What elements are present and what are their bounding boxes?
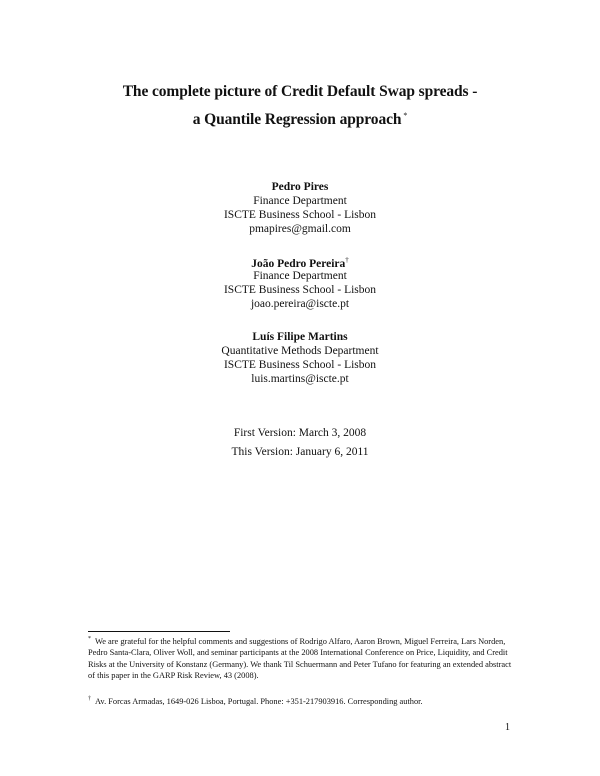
footnote-text-2: Av. Forcas Armadas, 1649-026 Lisboa, Portugal. Phone: +351-217903916. Corresponding author. [95,696,423,706]
footnote-contact [88,694,516,707]
author-footnote-mark: † [345,256,349,264]
paper-title-line-1: The complete picture of Credit Default Swap spreads - [122,83,478,100]
paper-title-text: a Quantile Regression approach [192,111,402,129]
author-name-2-text: João Pedro Pereira [251,257,346,270]
author-department-3: Quantitative Methods Department [221,345,379,357]
first-version-date: First Version: March 3, 2008 [233,427,367,439]
footnote-acknowledgements [88,634,516,681]
author-email-1: pmapires@gmail.com [249,223,351,235]
author-department-2: Finance Department [253,270,347,282]
author-school-1: ISCTE Business School - Lisbon [223,209,377,221]
author-email-2: joao.pereira@iscte.pt [250,298,350,310]
author-school-3: ISCTE Business School - Lisbon [223,359,377,371]
author-email-3: luis.martins@iscte.pt [251,373,349,385]
author-department-1: Finance Department [253,195,347,207]
this-version-date: This Version: January 6, 2011 [231,446,369,458]
footnote-text-1: We are grateful for the helpful comments and suggestions of Rodrigo Alfaro, Aaron Brown, Miguel Ferreira, Lars Norden, Pedro Santa-Clara, Oliver Woll, and seminar participants at the 2008 International Conference on Price, Liquidity, and Credit Risks at the University of Konstanz (Germany). We thank Til Schuermann and Peter Tufano for featuring an extended abstract of this paper in the GARP Risk Review, 43 (2008). [88,636,512,681]
author-school-2: ISCTE Business School - Lisbon [223,284,377,296]
author-name-2 [0,256,600,270]
footnote-mark-2: † [88,696,91,702]
author-name-1: Pedro Pires [271,181,329,193]
paper-title-line-2 [0,111,600,129]
page-number: 1 [505,722,510,733]
author-name-3: Luís Filipe Martins [252,331,348,343]
footnote-mark-1: * [88,636,91,642]
title-footnote-mark: * [403,111,408,120]
footnote-separator [88,631,230,632]
